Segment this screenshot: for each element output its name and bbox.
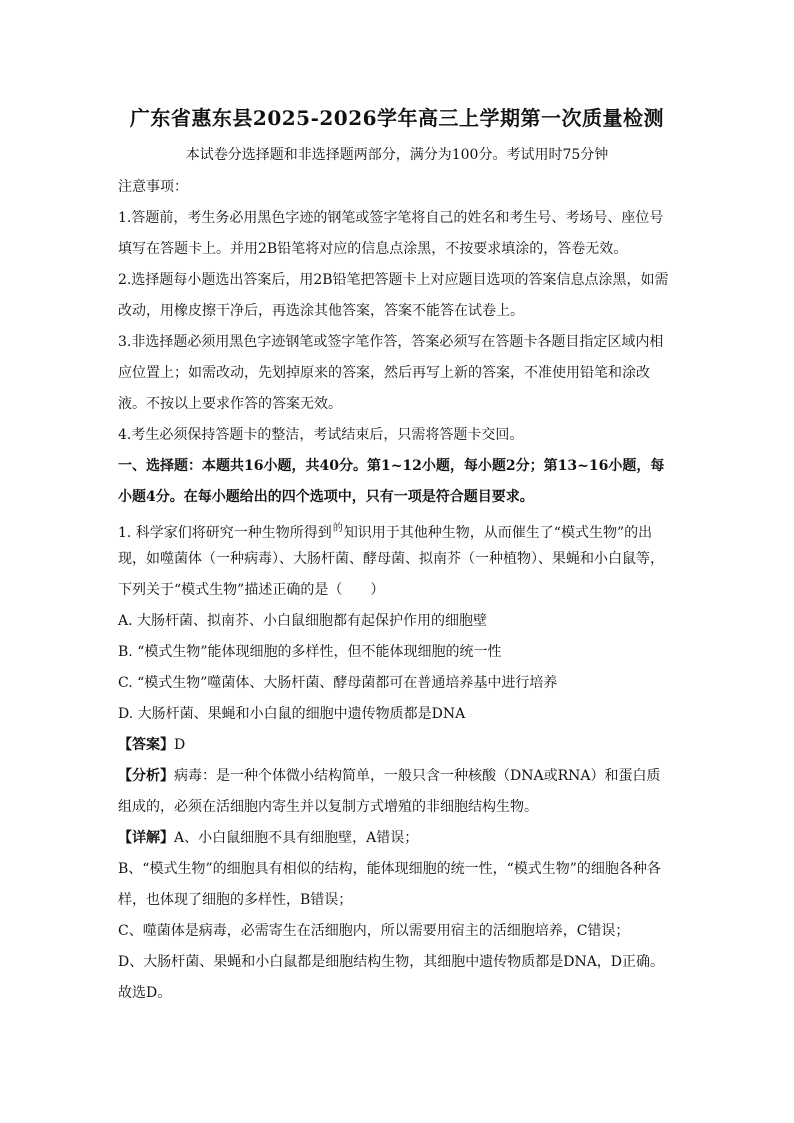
section-heading: 小题4分。在每小题给出的四个选项中，只有一项是符合题目要求。: [118, 489, 534, 505]
answer-line: [118, 730, 678, 761]
notice-line: 液。不按以上要求作答的答案无效。: [118, 396, 342, 412]
analysis-text: 病毒：是一种个体微小结构简单，一般只含一种核酸（DNA或RNA）和蛋白质: [174, 768, 661, 784]
question-stem: 现，如噬菌体（一种病毒）、大肠杆菌、酵母菌、拟南芥（一种植物）、果蝇和小白鼠等，: [118, 551, 664, 567]
detail-text: A、小白鼠细胞不具有细胞壁，A错误；: [174, 830, 419, 846]
detail-line: B、“模式生物”的细胞具有相似的结构，能体现细胞的统一性，“模式生物”的细胞各种各: [118, 861, 661, 877]
notice-heading: 注意事项：: [118, 179, 188, 195]
answer-tag: 【答案】: [118, 737, 174, 753]
detail-line: 故选D。: [118, 985, 172, 1001]
option-a: A. 大肠杆菌、拟南芥、小白鼠细胞都有起保护作用的细胞壁: [118, 613, 488, 629]
analysis-line: [118, 761, 678, 792]
section-heading: 一、选择题：本题共16小题，共40分。第1~12小题，每小题2分；第13~16小题，每: [118, 458, 665, 474]
question-stem: [118, 513, 678, 544]
document-body: [118, 172, 678, 1009]
notice-line: 3.非选择题必须用黑色字迹钢笔或签字笔作答，答案必须写在答题卡各题目指定区域内相: [118, 334, 664, 350]
page-title: 广东省惠东县2025-2026学年高三上学期第一次质量检测: [129, 106, 665, 130]
detail-line: C、噬菌体是病毒，必需寄生在活细胞内，所以需要用宿主的活细胞培养，C错误；: [118, 923, 630, 939]
notice-line: 改动，用橡皮擦干净后，再选涂其他答案，答案不能答在试卷上。: [118, 303, 524, 319]
exam-subtitle: 本试卷分选择题和非选择题两部分，满分为100分。考试用时75分钟: [185, 147, 609, 163]
detail-tag: 【详解】: [118, 830, 174, 846]
option-d: D. 大肠杆菌、果蝇和小白鼠的细胞中遗传物质都是DNA: [118, 706, 466, 722]
analysis-tag: 【分析】: [118, 768, 174, 784]
notice-line: 1.答题前，考生务必用黑色字迹的钢笔或签字笔将自己的姓名和考生号、考场号、座位号: [118, 210, 664, 226]
notice-line: 应位置上；如需改动，先划掉原来的答案，然后再写上新的答案，不准使用铅笔和涂改: [118, 365, 650, 381]
notice-line: 填写在答题卡上。并用2B铅笔将对应的信息点涂黑，不按要求填涂的，答卷无效。: [118, 241, 628, 257]
answer-value: D: [174, 737, 186, 753]
option-b: B. “模式生物”能体现细胞的多样性，但不能体现细胞的统一性: [118, 644, 502, 660]
detail-line: 样，也体现了细胞的多样性，B错误；: [118, 892, 353, 908]
notice-line: 2.选择题每小题选出答案后，用2B铅笔把答题卡上对应题目选项的答案信息点涂黑，如需: [118, 272, 669, 288]
question-text: 知识用于其他种生物，从而催生了“模式生物”的出: [343, 525, 653, 541]
notice-line: 4.考生必须保持答题卡的整洁，考试结束后，只需将答题卡交回。: [118, 427, 524, 443]
question-text: 1. 科学家们将研究一种生物所得到: [118, 525, 332, 541]
analysis-line: 组成的，必须在活细胞内寄生并以复制方式增殖的非细胞结构生物。: [118, 799, 538, 815]
question-stem: 下列关于“模式生物”描述正确的是（ ）: [118, 582, 385, 598]
option-c: C. “模式生物”噬菌体、大肠杆菌、酵母菌都可在普通培养基中进行培养: [118, 675, 558, 691]
superscript-mark: 的: [332, 523, 343, 534]
detail-line: D、大肠杆菌、果蝇和小白鼠都是细胞结构生物，其细胞中遗传物质都是DNA，D正确。: [118, 954, 665, 970]
detail-line: [118, 823, 678, 854]
